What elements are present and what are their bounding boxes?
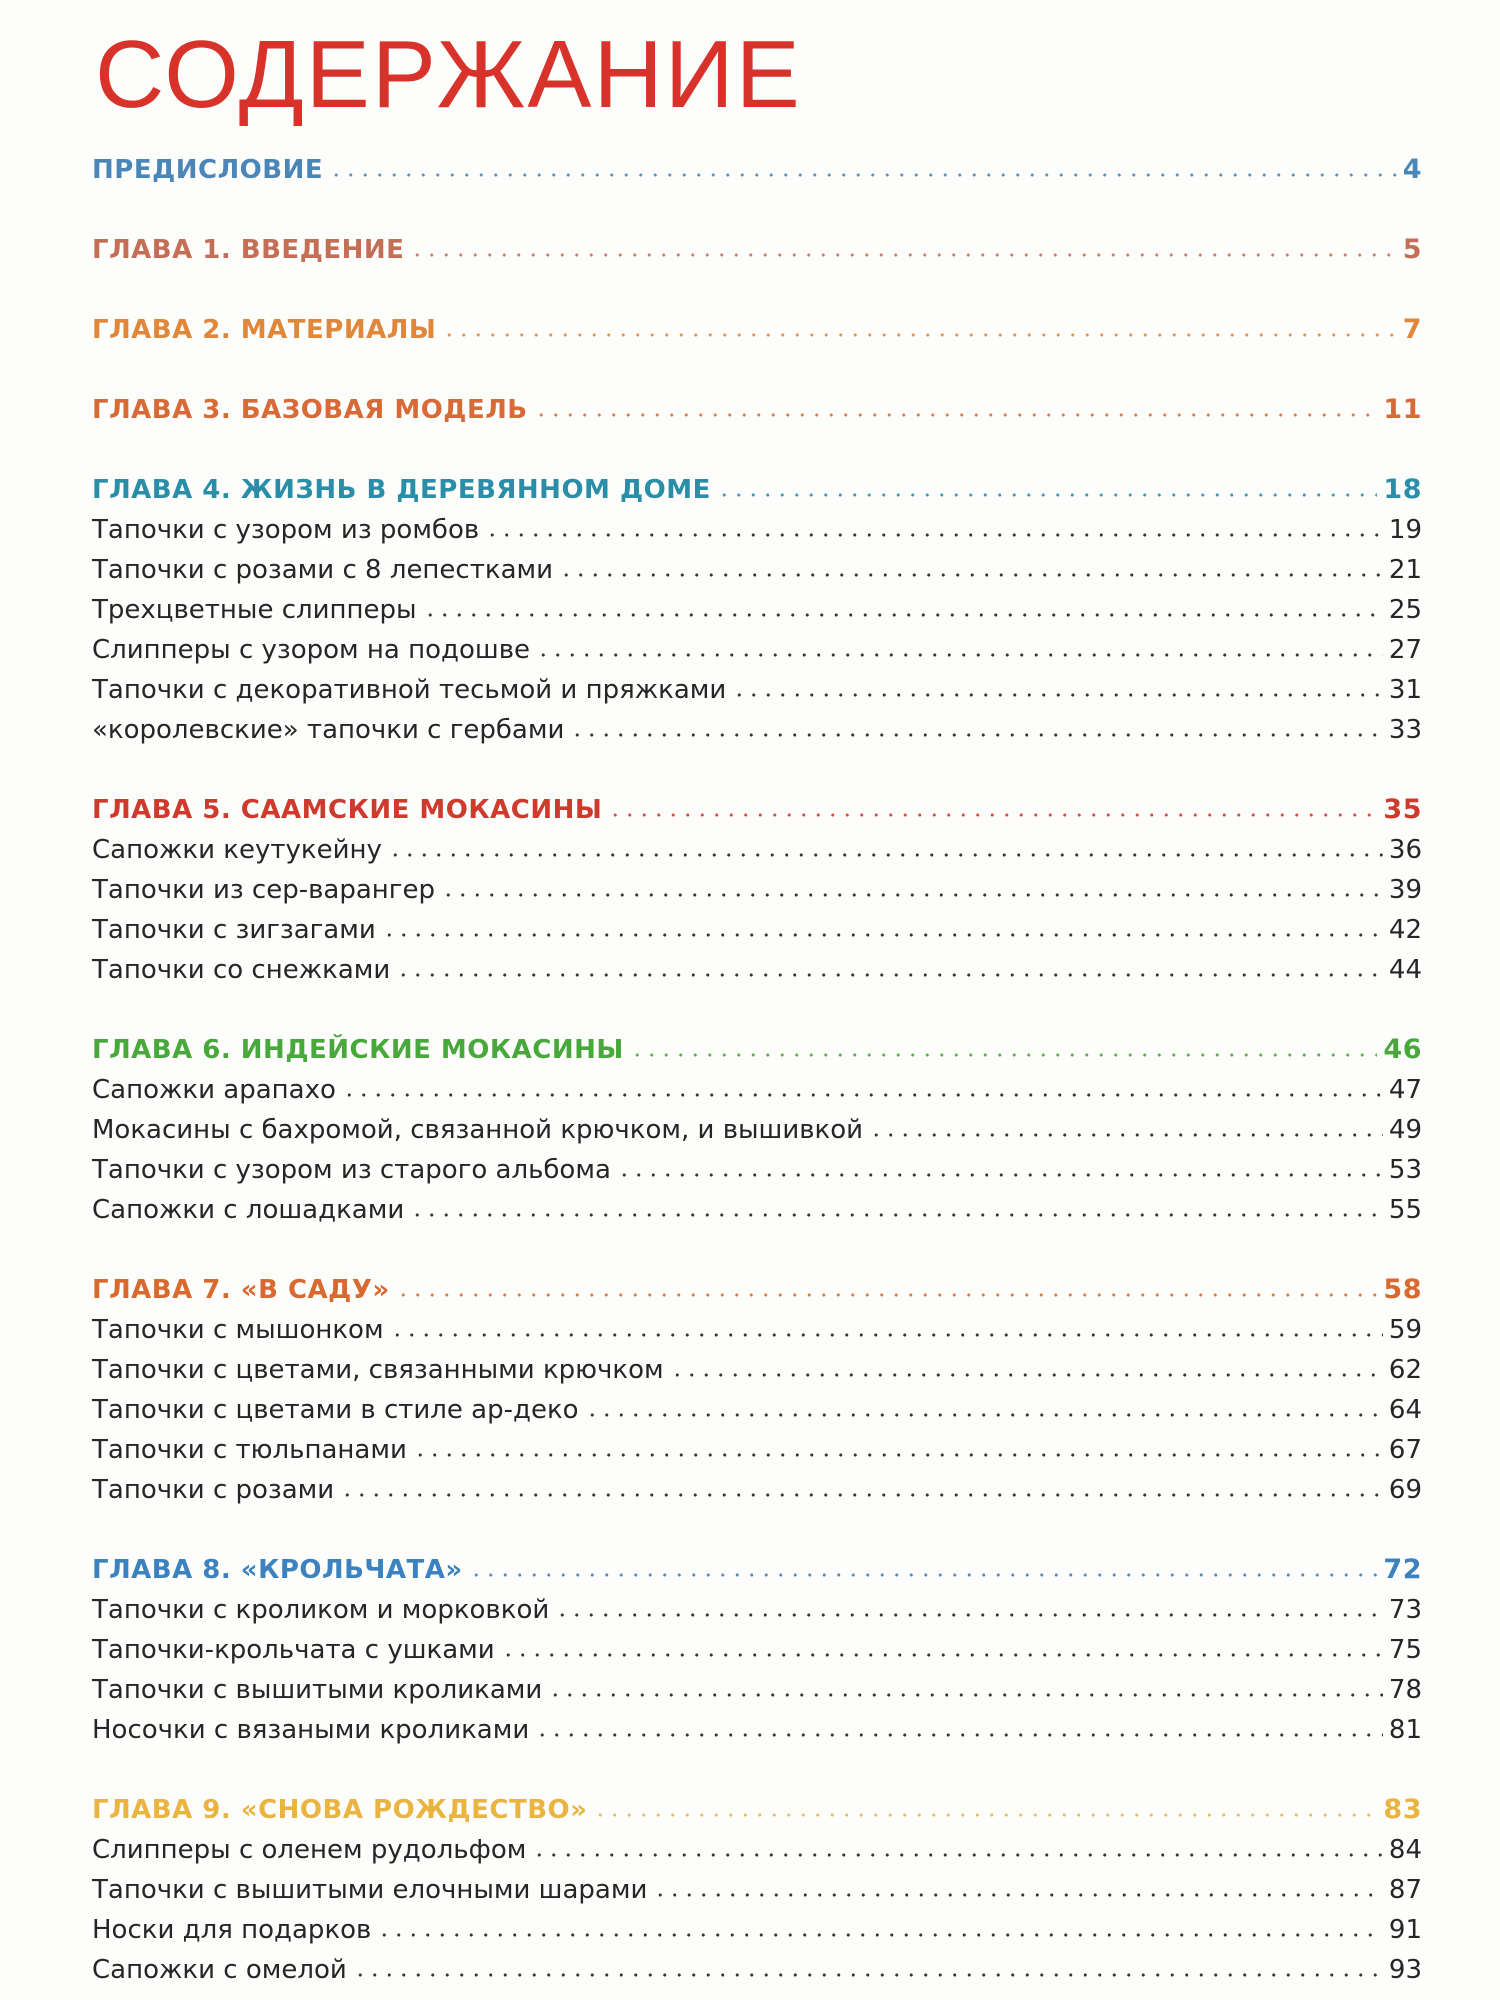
toc-item-entry[interactable] bbox=[92, 710, 1422, 750]
item-page-number: 69 bbox=[1388, 1475, 1422, 1505]
toc-chapter-entry[interactable] bbox=[92, 470, 1422, 510]
toc-item-entry[interactable] bbox=[92, 1870, 1422, 1910]
chapter-title: ГЛАВА 7. «В САДУ» bbox=[92, 1275, 390, 1305]
toc-item-entry[interactable] bbox=[92, 1950, 1422, 1990]
chapter-page-number: 35 bbox=[1383, 794, 1422, 825]
item-title: Слипперы с оленем рудольфом bbox=[92, 1835, 527, 1865]
item-title: Сапожки арапахо bbox=[92, 1075, 336, 1105]
chapter-page-number: 5 bbox=[1402, 234, 1422, 265]
item-page-number: 25 bbox=[1388, 595, 1422, 625]
item-title: Мокасины с бахромой, связанной крючком, и вышивкой bbox=[92, 1115, 864, 1145]
item-page-number: 91 bbox=[1388, 1915, 1422, 1945]
item-page-number: 73 bbox=[1388, 1595, 1422, 1625]
toc-item-entry[interactable] bbox=[92, 1070, 1422, 1110]
item-page-number: 27 bbox=[1388, 635, 1422, 665]
toc-item-entry[interactable] bbox=[92, 870, 1422, 910]
item-title: Тапочки с вышитыми елочными шарами bbox=[92, 1875, 648, 1905]
dot-leader bbox=[630, 1052, 1378, 1058]
item-page-number: 49 bbox=[1388, 1115, 1422, 1145]
item-title: Трехцветные слипперы bbox=[92, 595, 417, 625]
item-page-number: 84 bbox=[1388, 1835, 1422, 1865]
item-page-number: 53 bbox=[1388, 1155, 1422, 1185]
toc-item-entry[interactable] bbox=[92, 1670, 1422, 1710]
dot-leader bbox=[608, 812, 1377, 818]
dot-leader bbox=[869, 1132, 1383, 1138]
chapter-title: ПРЕДИСЛОВИЕ bbox=[92, 155, 324, 185]
dot-leader bbox=[390, 1332, 1383, 1338]
item-title: Тапочки с зигзагами bbox=[92, 915, 376, 945]
toc-item-entry[interactable] bbox=[92, 1110, 1422, 1150]
toc-chapter-entry[interactable] bbox=[92, 1790, 1422, 1830]
chapter-page-number: 72 bbox=[1383, 1554, 1422, 1585]
dot-leader bbox=[593, 1812, 1377, 1818]
dot-leader bbox=[535, 1732, 1383, 1738]
dot-leader bbox=[469, 1572, 1378, 1578]
chapter-page-number: 4 bbox=[1402, 154, 1422, 185]
item-title: Тапочки с декоративной тесьмой и пряжками bbox=[92, 675, 727, 705]
toc-item-entry[interactable] bbox=[92, 1470, 1422, 1510]
dot-leader bbox=[555, 1612, 1383, 1618]
dot-leader bbox=[396, 972, 1383, 978]
dot-leader bbox=[388, 852, 1383, 858]
toc-item-entry[interactable] bbox=[92, 670, 1422, 710]
dot-leader bbox=[413, 1452, 1383, 1458]
toc-item-entry[interactable] bbox=[92, 630, 1422, 670]
toc-item-entry[interactable] bbox=[92, 1350, 1422, 1390]
dot-leader bbox=[342, 1092, 1383, 1098]
dot-leader bbox=[559, 572, 1383, 578]
toc-item-entry[interactable] bbox=[92, 550, 1422, 590]
dot-leader bbox=[534, 412, 1378, 418]
toc-chapter-entry[interactable] bbox=[92, 310, 1422, 350]
item-page-number: 44 bbox=[1388, 955, 1422, 985]
dot-leader bbox=[653, 1892, 1383, 1898]
dot-leader bbox=[377, 1932, 1383, 1938]
page-title: СОДЕРЖАНИЕ bbox=[95, 21, 802, 128]
toc-item-entry[interactable] bbox=[92, 590, 1422, 630]
item-title: Тапочки из сер-варангер bbox=[92, 875, 435, 905]
item-title: Носки для подарков bbox=[92, 1915, 372, 1945]
item-page-number: 33 bbox=[1388, 715, 1422, 745]
dot-leader bbox=[353, 1972, 1383, 1978]
dot-leader bbox=[570, 732, 1383, 738]
dot-leader bbox=[441, 892, 1383, 898]
toc-item-entry[interactable] bbox=[92, 830, 1422, 870]
item-page-number: 55 bbox=[1388, 1195, 1422, 1225]
chapter-title: ГЛАВА 8. «КРОЛЬЧАТА» bbox=[92, 1555, 463, 1585]
dot-leader bbox=[396, 1292, 1378, 1298]
item-title: Тапочки с узором из старого альбома bbox=[92, 1155, 611, 1185]
toc-item-entry[interactable] bbox=[92, 1430, 1422, 1470]
toc-item-entry[interactable] bbox=[92, 1710, 1422, 1750]
item-page-number: 87 bbox=[1388, 1875, 1422, 1905]
dot-leader bbox=[410, 1212, 1383, 1218]
toc-chapter-entry[interactable] bbox=[92, 1270, 1422, 1310]
item-page-number: 64 bbox=[1388, 1395, 1422, 1425]
chapter-title: ГЛАВА 4. ЖИЗНЬ В ДЕРЕВЯННОМ ДОМЕ bbox=[92, 475, 711, 505]
dot-leader bbox=[670, 1372, 1383, 1378]
toc-item-entry[interactable] bbox=[92, 910, 1422, 950]
dot-leader bbox=[410, 252, 1396, 258]
toc-item-entry[interactable] bbox=[92, 1910, 1422, 1950]
dot-leader bbox=[501, 1652, 1383, 1658]
item-page-number: 39 bbox=[1388, 875, 1422, 905]
item-page-number: 59 bbox=[1388, 1315, 1422, 1345]
dot-leader bbox=[536, 652, 1383, 658]
item-title: Тапочки с розами с 8 лепестками bbox=[92, 555, 554, 585]
toc-item-entry[interactable] bbox=[92, 1310, 1422, 1350]
dot-leader bbox=[382, 932, 1383, 938]
toc-item-entry[interactable] bbox=[92, 1590, 1422, 1630]
toc-chapter-entry[interactable] bbox=[92, 230, 1422, 270]
chapter-title: ГЛАВА 5. СААМСКИЕ МОКАСИНЫ bbox=[92, 795, 603, 825]
item-title: Носочки с вязаными кроликами bbox=[92, 1715, 530, 1745]
dot-leader bbox=[532, 1852, 1383, 1858]
item-page-number: 47 bbox=[1388, 1075, 1422, 1105]
toc-chapter-entry[interactable] bbox=[92, 1550, 1422, 1590]
chapter-title: ГЛАВА 9. «СНОВА РОЖДЕСТВО» bbox=[92, 1795, 588, 1825]
item-page-number: 78 bbox=[1388, 1675, 1422, 1705]
item-title: Слипперы с узором на подошве bbox=[92, 635, 531, 665]
item-title: Тапочки с узором из ромбов bbox=[92, 515, 480, 545]
item-page-number: 75 bbox=[1388, 1635, 1422, 1665]
chapter-title: ГЛАВА 6. ИНДЕЙСКИЕ МОКАСИНЫ bbox=[92, 1035, 624, 1065]
chapter-page-number: 83 bbox=[1383, 1794, 1422, 1825]
table-of-contents bbox=[92, 150, 1422, 1990]
item-page-number: 81 bbox=[1388, 1715, 1422, 1745]
item-title: Сапожки с омелой bbox=[92, 1955, 347, 1985]
toc-item-entry[interactable] bbox=[92, 510, 1422, 550]
item-title: Тапочки с тюльпанами bbox=[92, 1435, 407, 1465]
dot-leader bbox=[717, 492, 1378, 498]
item-page-number: 36 bbox=[1388, 835, 1422, 865]
item-title: «королевские» тапочки с гербами bbox=[92, 715, 565, 745]
item-title: Тапочки с розами bbox=[92, 1475, 335, 1505]
item-title: Тапочки-крольчата с ушками bbox=[92, 1635, 495, 1665]
chapter-title: ГЛАВА 1. ВВЕДЕНИЕ bbox=[92, 235, 405, 265]
item-page-number: 93 bbox=[1388, 1955, 1422, 1985]
chapter-page-number: 46 bbox=[1383, 1034, 1422, 1065]
toc-item-entry[interactable] bbox=[92, 950, 1422, 990]
item-title: Тапочки с вышитыми кроликами bbox=[92, 1675, 543, 1705]
item-page-number: 62 bbox=[1388, 1355, 1422, 1385]
dot-leader bbox=[617, 1172, 1383, 1178]
toc-chapter-entry[interactable] bbox=[92, 1030, 1422, 1070]
chapter-page-number: 58 bbox=[1383, 1274, 1422, 1305]
toc-chapter-entry[interactable] bbox=[92, 390, 1422, 430]
chapter-title: ГЛАВА 3. БАЗОВАЯ МОДЕЛЬ bbox=[92, 395, 528, 425]
item-title: Сапожки с лошадками bbox=[92, 1195, 405, 1225]
item-page-number: 31 bbox=[1388, 675, 1422, 705]
dot-leader bbox=[485, 532, 1383, 538]
toc-item-entry[interactable] bbox=[92, 1630, 1422, 1670]
item-title: Тапочки с кроликом и морковкой bbox=[92, 1595, 550, 1625]
chapter-page-number: 18 bbox=[1383, 474, 1422, 505]
item-title: Тапочки с цветами в стиле ар-деко bbox=[92, 1395, 579, 1425]
toc-item-entry[interactable] bbox=[92, 1190, 1422, 1230]
item-page-number: 67 bbox=[1388, 1435, 1422, 1465]
dot-leader bbox=[548, 1692, 1383, 1698]
dot-leader bbox=[442, 332, 1396, 338]
item-page-number: 42 bbox=[1388, 915, 1422, 945]
dot-leader bbox=[585, 1412, 1383, 1418]
item-page-number: 21 bbox=[1388, 555, 1422, 585]
chapter-page-number: 7 bbox=[1402, 314, 1422, 345]
item-page-number: 19 bbox=[1388, 515, 1422, 545]
toc-item-entry[interactable] bbox=[92, 1150, 1422, 1190]
toc-chapter-entry[interactable] bbox=[92, 150, 1422, 190]
item-title: Тапочки с мышонком bbox=[92, 1315, 384, 1345]
chapter-page-number: 11 bbox=[1383, 394, 1422, 425]
item-title: Сапожки кеутукейну bbox=[92, 835, 382, 865]
item-title: Тапочки с цветами, связанными крючком bbox=[92, 1355, 664, 1385]
dot-leader bbox=[329, 172, 1397, 178]
toc-item-entry[interactable] bbox=[92, 1390, 1422, 1430]
item-title: Тапочки со снежками bbox=[92, 955, 391, 985]
dot-leader bbox=[340, 1492, 1383, 1498]
toc-item-entry[interactable] bbox=[92, 1830, 1422, 1870]
toc-chapter-entry[interactable] bbox=[92, 790, 1422, 830]
dot-leader bbox=[423, 612, 1383, 618]
chapter-title: ГЛАВА 2. МАТЕРИАЛЫ bbox=[92, 315, 437, 345]
dot-leader bbox=[732, 692, 1383, 698]
